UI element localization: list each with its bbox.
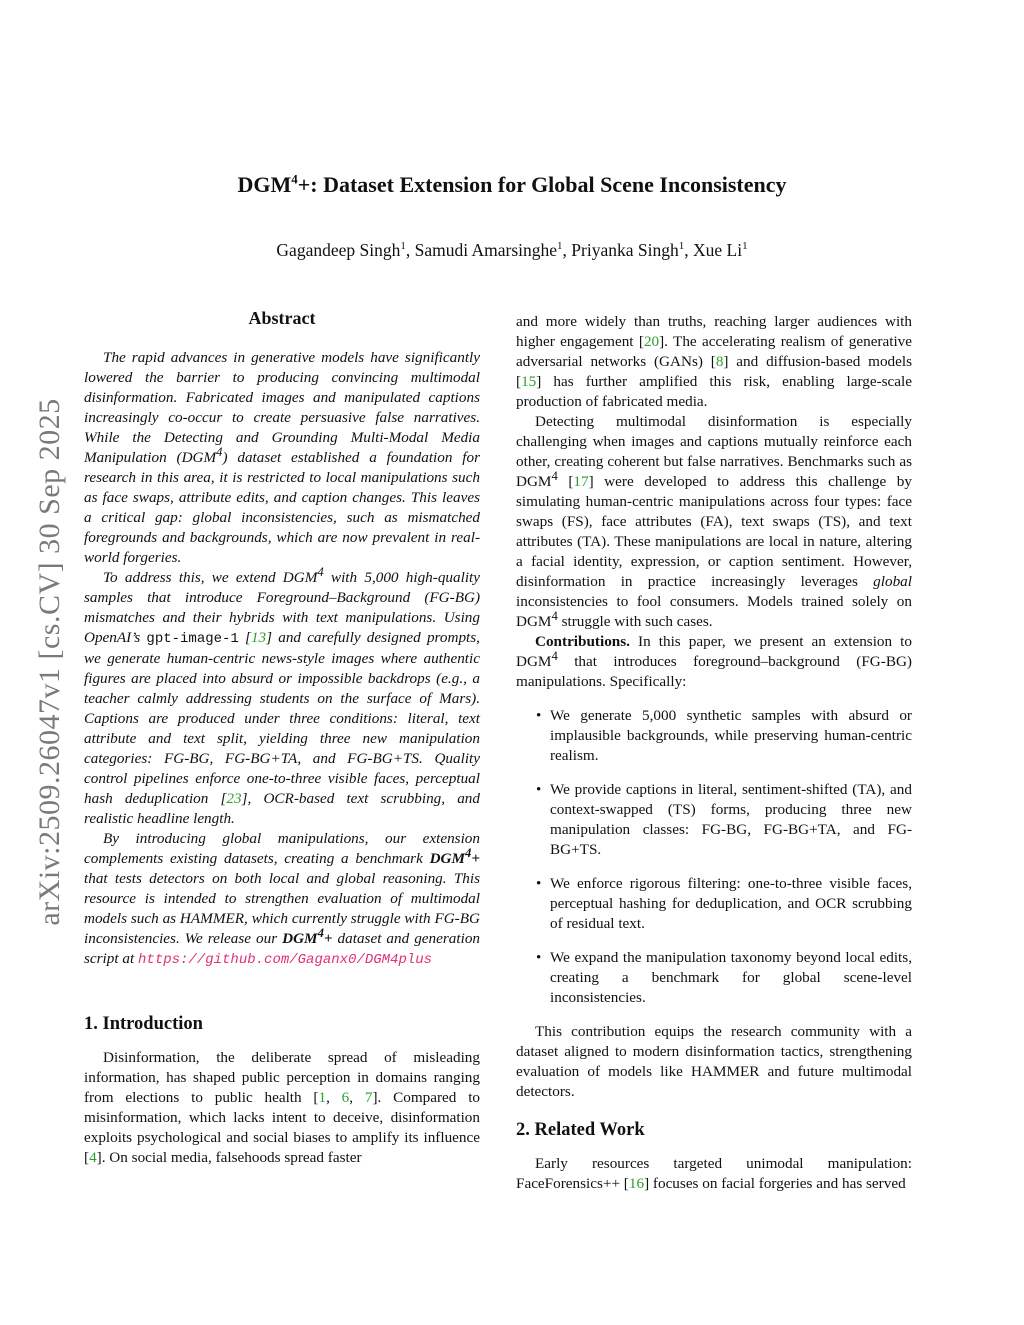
body-paragraph: This contribution equips the research community with a dataset aligned to modern disinformation tactics, strengthening evaluation of models like HAMMER and future multimodal detectors. bbox=[516, 1023, 912, 1100]
contributions-list bbox=[516, 706, 912, 1008]
citation-link[interactable]: 4 bbox=[89, 1149, 97, 1166]
body-paragraph: Disinformation, the deliberate spread of misleading information, has shaped public perception in domains ranging from elections to public health [1, 6, 7]. Compared to misinformation, which lacks intent to deceive, disinformation exploits psychological and social biases to amplify its influence [4]. On social media, falsehoods spread faster bbox=[84, 1049, 481, 1166]
citation-link[interactable]: 8 bbox=[715, 353, 724, 370]
bullet-icon: • bbox=[536, 949, 542, 966]
bullet-icon: • bbox=[536, 781, 542, 798]
citation-link[interactable]: 20 bbox=[643, 333, 660, 350]
citation-link[interactable]: 6 bbox=[341, 1089, 350, 1106]
author-name: Samudi Amarsinghe bbox=[414, 240, 558, 260]
abstract-paragraph: To address this, we extend DGM$^4$ with 5,000 high-quality samples that introduce Foreground–Background (FG-BG) mismatches and their hybrids with text manipulations. Using OpenAI’s gpt-image-1 [13] and carefully designed prompts, we generate human-centric news-style images where authentic figures are placed into absurd or impossible backdrops (e.g., a teacher calmly addressing students on the surface of Mars). Captions are produced under three conditions: literal, text attribute and text split, yielding three new manipulation categories: FG-BG, FG-BG+TA, and FG-BG+TS. Quality control pipelines enforce one-to-three visible faces, perceptual hash deduplication [23], OCR-based text scrubbing, and realistic headline length. bbox=[84, 564, 480, 827]
citation-link[interactable]: 7 bbox=[364, 1089, 373, 1106]
author-name: Xue Li bbox=[692, 240, 743, 260]
citation-link[interactable]: 13 bbox=[250, 629, 267, 646]
abstract-paragraph: By introducing global manipulations, our extension complements existing datasets, creating a benchmark $DGM^4+$ that tests detectors on both local and global reasoning. This resource is intended to strengthen evaluation of multimodal models such as HAMMER, which currently struggle with FG-BG inconsistencies. We release our $DGM^4+$ dataset and generation script at https://github.com/Gaganx0/DGM4plus bbox=[84, 830, 481, 968]
contributions-label: Contributions. bbox=[535, 633, 630, 650]
abstract-heading: Abstract bbox=[248, 308, 316, 328]
paper-title: $DGM^4+$: Dataset Extension for Global Scene Inconsistency bbox=[237, 171, 787, 197]
citation-link[interactable]: 17 bbox=[573, 473, 589, 490]
github-repo-link[interactable]: https://github.com/Gaganx0/DGM4plus bbox=[138, 952, 433, 968]
citation-link[interactable]: 1 bbox=[318, 1089, 327, 1106]
list-item: • We generate 5,000 synthetic samples with absurd or implausible backgrounds, while preserving human-centric realism. bbox=[536, 707, 912, 764]
list-item: • We expand the manipulation taxonomy beyond local edits, creating a benchmark for global scene-level inconsistencies. bbox=[536, 949, 912, 1006]
body-paragraph: Early resources targeted unimodal manipulation: FaceForensics++ [16] focuses on facial forgeries and has served bbox=[516, 1155, 912, 1192]
bullet-icon: • bbox=[536, 707, 542, 724]
contributions-paragraph: Contributions. In this paper, we present an extension to DGM$^4$ that introduces foreground–background (FG-BG) manipulations. Specifically: bbox=[516, 633, 912, 690]
author-name: Gagandeep Singh bbox=[276, 240, 401, 260]
body-paragraph: Detecting multimodal disinformation is especially challenging when images and captions mutually reinforce each other, creating coherent but false narratives. Benchmarks such as DGM$^4$ [17] were developed to address this challenge by simulating human-centric manipulations across four types: face swaps (FS), face attributes (FA), text swaps (TS), and text attributes (TA). These manipulations are local in nature, altering a facial identity, expression, or caption sentiment. However, disinformation in practice increasingly leverages global inconsistencies to fool consumers. Models trained solely on DGM$^4$ struggle with such cases. bbox=[516, 413, 912, 630]
citation-link[interactable]: 16 bbox=[628, 1175, 645, 1192]
list-item: • We provide captions in literal, sentiment-shifted (TA), and context-swapped (TS) forms, producing three new manipulation classes: FG-BG, FG-BG+TA, and FG-BG+TS. bbox=[536, 781, 912, 858]
section-heading-introduction: 1. Introduction bbox=[84, 1014, 203, 1034]
author-list: Gagandeep Singh$^1$, Samudi Amarsinghe$^1$, Priyanka Singh$^1$, Xue Li$^1$ bbox=[276, 240, 748, 260]
citation-link[interactable]: 15 bbox=[521, 373, 537, 390]
abstract-paragraph: The rapid advances in generative models have significantly lowered the barrier to producing convincing multimodal disinformation. Fabricated images and manipulated captions increasingly co-occur to create persuasive false narratives. While the Detecting and Grounding Multi-Modal Media Manipulation (DGM$^4$) dataset established a foundation for research in this area, it is restricted to local manipulations such as face swaps, attribute edits, and caption changes. This leaves a critical gap: global inconsistencies, such as mismatched foregrounds and backgrounds, which are now prevalent in real-world forgeries. bbox=[84, 349, 480, 566]
bullet-icon: • bbox=[536, 875, 542, 892]
code-model-name: gpt-image-1 bbox=[146, 631, 239, 647]
right-column bbox=[516, 312, 912, 1194]
left-column bbox=[84, 308, 480, 1168]
list-item: • We enforce rigorous filtering: one-to-three visible faces, perceptual hashing for deduplication, and OCR scrubbing of residual text. bbox=[536, 875, 912, 932]
arxiv-identifier-stamp: arXiv:2509.26047v1 [cs.CV] 30 Sep 2025 bbox=[33, 398, 66, 926]
author-name: Priyanka Singh bbox=[571, 240, 679, 260]
section-heading-related-work: 2. Related Work bbox=[516, 1120, 645, 1140]
body-paragraph: and more widely than truths, reaching larger audiences with higher engagement [20]. The accelerating realism of generative adversarial networks (GANs) [8] and diffusion-based models [15] has further amplified this risk, enabling large-scale production of fabricated media. bbox=[516, 313, 913, 410]
citation-link[interactable]: 23 bbox=[226, 790, 242, 807]
